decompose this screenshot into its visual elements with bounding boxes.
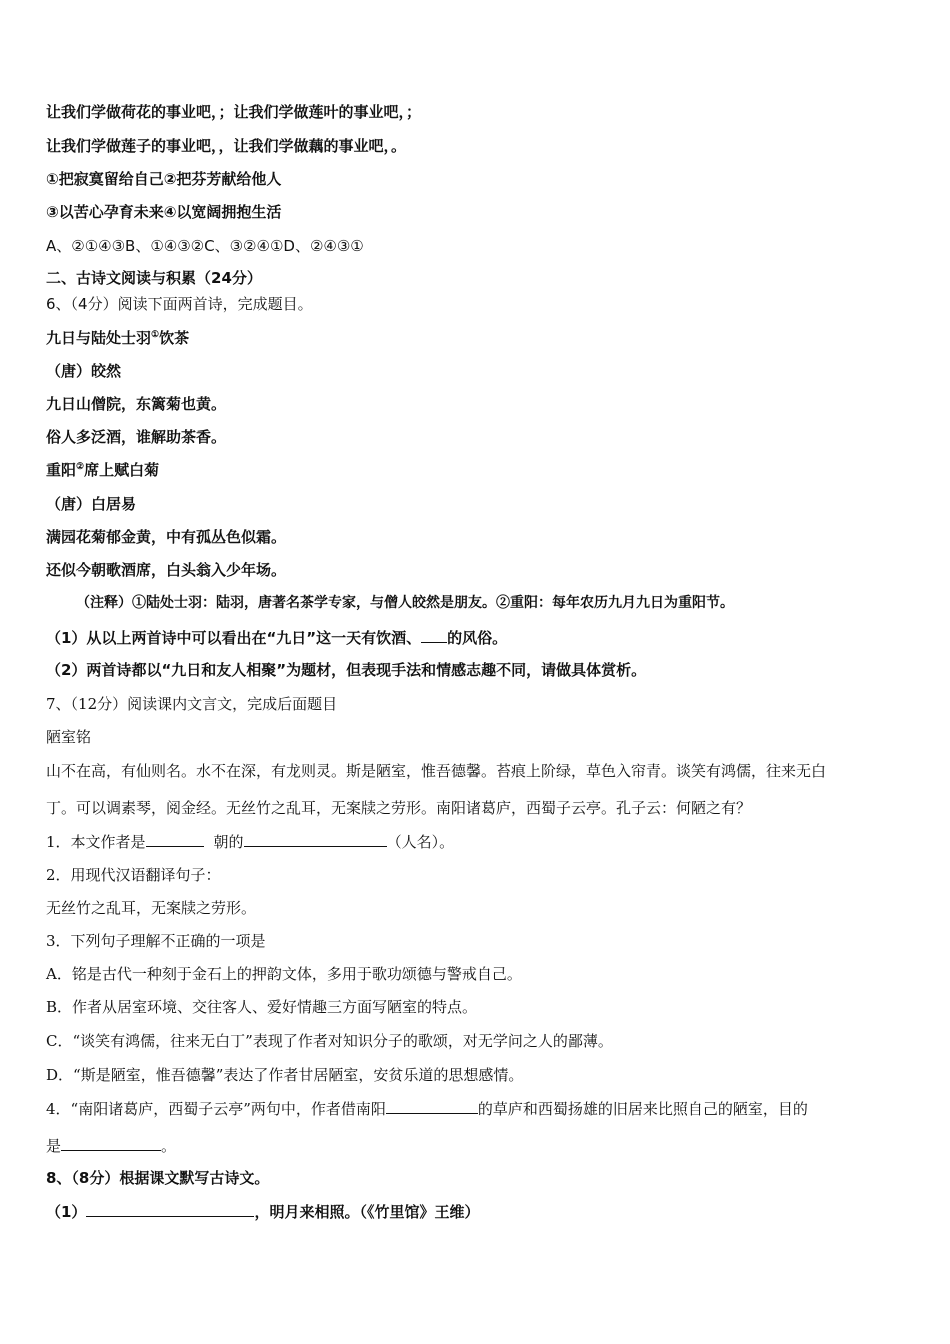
essay-title: 陋室铭 — [46, 728, 92, 746]
question-7-3: 3．下列句子理解不正确的一项是 — [46, 932, 266, 950]
poem-2-title: 重阳②席上赋白菊 — [46, 461, 160, 479]
answer-blank[interactable] — [421, 627, 447, 643]
translation-sentence: 无丝竹之乱耳，无案牍之劳形。 — [46, 899, 257, 917]
answer-blank[interactable] — [146, 831, 204, 847]
text-line: 让我们学做荷花的事业吧，；让我们学做莲叶的事业吧，； — [46, 103, 422, 121]
question-7-heading: 7、（12分）阅读课内文言文，完成后面题目 — [46, 695, 338, 713]
question-6-1: （1）从以上两首诗中可以看出在“九日”这一天有饮酒、 的风俗。 — [46, 629, 508, 647]
option-statements: ①把寂寞留给自己②把芬芳献给他人 — [46, 170, 282, 188]
poem-1-author: （唐）皎然 — [46, 362, 122, 380]
answer-choices: A、②①④③B、①④③②C、③②④①D、②④③① — [46, 237, 364, 255]
section-heading: 二、古诗文阅读与积累（24分） — [46, 269, 262, 287]
option-b: B．作者从居室环境、交往客人、爱好情趣三方面写陋室的特点。 — [46, 998, 478, 1016]
question-6-heading: 6、（4分）阅读下面两首诗，完成题目。 — [46, 295, 313, 313]
text-line: 让我们学做莲子的事业吧，，让我们学做藕的事业吧，。 — [46, 137, 407, 155]
poem-1-verse: 九日山僧院，东篱菊也黄。 — [46, 395, 227, 413]
poem-2-verse: 满园花菊郁金黄，中有孤丛色似霜。 — [46, 528, 287, 546]
question-7-1: 1．本文作者是 朝的 （人名）。 — [46, 833, 455, 851]
question-7-4: 4．“南阳诸葛庐，西蜀子云亭”两句中，作者借南阳 的草庐和西蜀扬雄的旧居来比照自己的陋室，目的 — [46, 1100, 808, 1118]
option-a: A．铭是古代一种刻于金石上的押韵文体，多用于歌功颂德与警戒自己。 — [46, 965, 522, 983]
option-statements: ③以苦心孕育未来④以宽阔拥抱生活 — [46, 203, 282, 221]
option-d: D．“斯是陋室，惟吾德馨”表达了作者甘居陋室，安贫乐道的思想感情。 — [46, 1066, 524, 1084]
option-c: C．“谈笑有鸿儒，往来无白丁”表现了作者对知识分子的歌颂，对无学问之人的鄙薄。 — [46, 1032, 613, 1050]
poem-2-author: （唐）白居易 — [46, 495, 137, 513]
question-7-4-continued: 是 。 — [46, 1137, 177, 1155]
poem-notes: （注释）①陆处士羽：陆羽，唐著名茶学专家，与僧人皎然是朋友。②重阳：每年农历九月九日为重阳节。 — [76, 595, 734, 611]
question-6-2: （2）两首诗都以“九日和友人相聚”为题材，但表现手法和情感志趣不同，请做具体赏析。 — [46, 661, 647, 679]
question-8-1: （1） ，明月来相照。（《竹里馆》王维） — [46, 1203, 480, 1221]
question-7-2: 2．用现代汉语翻译句子： — [46, 866, 221, 884]
poem-2-verse: 还似今朝歌酒席，白头翁入少年场。 — [46, 561, 287, 579]
poem-1-verse: 俗人多泛酒，谁解助茶香。 — [46, 428, 227, 446]
answer-blank[interactable] — [386, 1098, 478, 1114]
poem-1-title: 九日与陆处士羽①饮茶 — [46, 329, 190, 347]
answer-blank[interactable] — [61, 1135, 161, 1151]
answer-blank[interactable] — [86, 1201, 254, 1217]
question-8-heading: 8、（8分）根据课文默写古诗文。 — [46, 1169, 270, 1187]
essay-text: 丁。可以调素琴，阅金经。无丝竹之乱耳，无案牍之劳形。南阳诸葛庐，西蜀子云亭。孔子云：何陋之有？ — [46, 799, 752, 817]
answer-blank[interactable] — [244, 831, 387, 847]
essay-text: 山不在高，有仙则名。水不在深，有龙则灵。斯是陋室，惟吾德馨。苔痕上阶绿，草色入帘青。谈笑有鸿儒，往来无白 — [46, 762, 827, 780]
